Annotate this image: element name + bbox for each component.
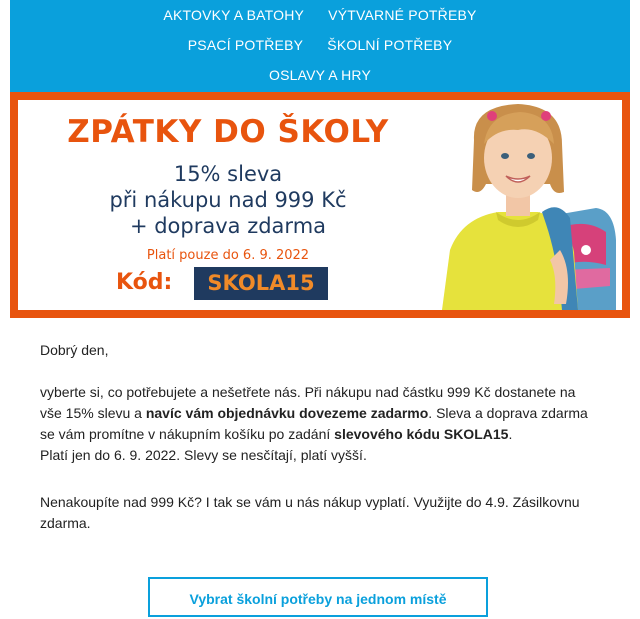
schoolgirl-photo (410, 100, 622, 310)
greeting: Dobrý den, (40, 342, 109, 358)
offer-highlight-shipping: navíc vám objednávku dovezeme zadarmo (145, 405, 429, 421)
offer-text: . (508, 426, 513, 442)
category-nav (10, 0, 630, 92)
nav-row (10, 7, 630, 23)
offer-text: vyberte si, co potřebujete a nešetřete nás. Při nákupu nad částku 999 Kč dostanete na vše 15% slevu a (40, 384, 576, 421)
banner-title: ZPÁTKY DO ŠKOLY (67, 114, 389, 150)
banner-code-label: Kód: (116, 270, 173, 295)
banner-discount: 15% sleva (173, 162, 283, 186)
banner-code-badge: SKOLA15 (194, 267, 328, 300)
shop-school-supplies-button[interactable]: Vybrat školní potřeby na jednom místě (148, 577, 488, 617)
nav-link-oslavy[interactable]: OSLAVY A HRY (268, 67, 371, 83)
zasilkovna-paragraph: Nenakoupíte nad 999 Kč? I tak se vám u nás nákup vyplatí. Využijte do 4.9. Zásilkovnu zdarma. (40, 494, 580, 531)
nav-row (10, 67, 630, 83)
nav-link-psaci[interactable]: PSACÍ POTŘEBY (187, 37, 304, 53)
nav-link-aktovky[interactable]: AKTOVKY A BATOHY (163, 7, 305, 23)
banner-threshold: při nákupu nad 999 Kč (109, 188, 347, 212)
promo-banner[interactable] (10, 92, 630, 318)
banner-shipping: + doprava zdarma (129, 214, 327, 238)
nav-row (10, 37, 630, 53)
offer-highlight-code: slevového kódu SKOLA15 (334, 426, 509, 442)
offer-validity-text: Platí jen do 6. 9. 2022. Slevy se nesčítají, platí vyšší. (40, 447, 367, 463)
nav-link-skolni[interactable]: ŠKOLNÍ POTŘEBY (327, 37, 453, 53)
offer-text: . Sleva a doprava zdarma se vám promítne v nákupním košíku po zadání (40, 405, 588, 442)
banner-validity: Platí pouze do 6. 9. 2022 (146, 248, 310, 263)
nav-link-vytvarne[interactable]: VÝTVARNÉ POTŘEBY (328, 7, 477, 23)
offer-paragraph (40, 382, 600, 466)
promo-banner-inner (18, 100, 622, 310)
